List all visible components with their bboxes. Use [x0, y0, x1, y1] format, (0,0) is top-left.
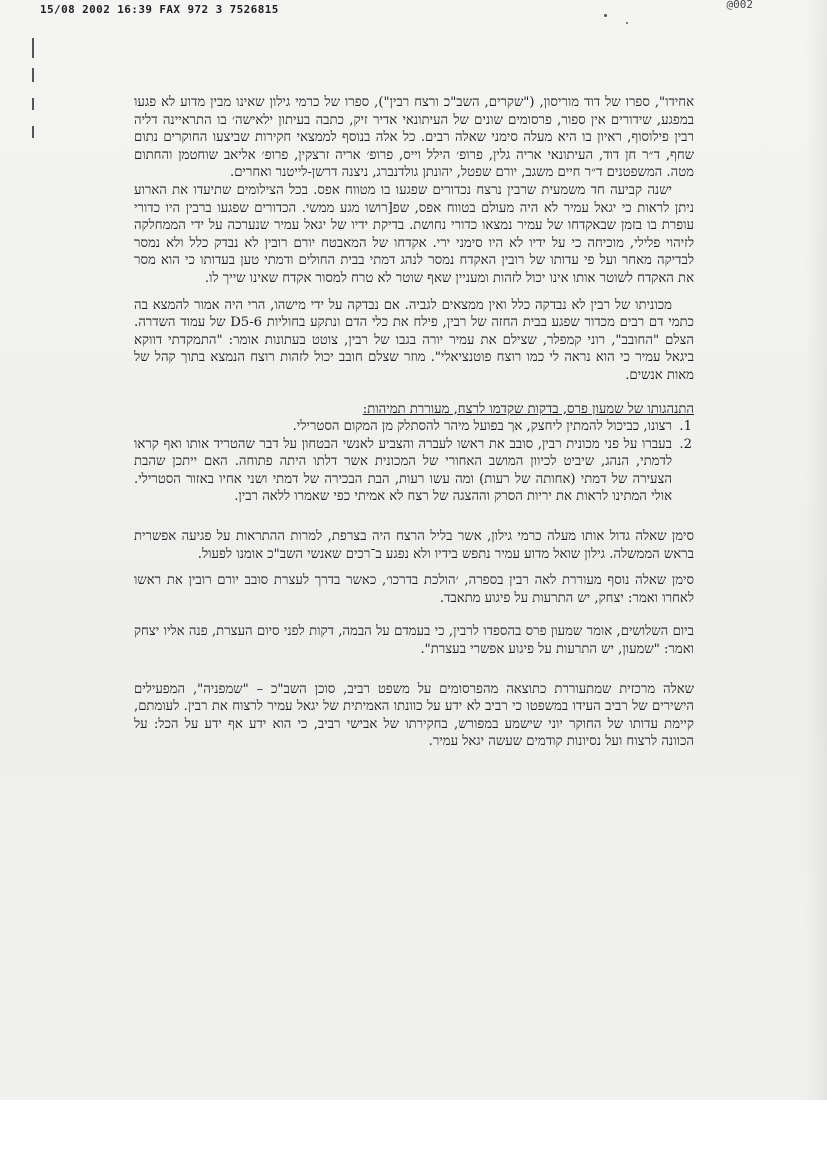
page-mark: @002: [726, 0, 753, 11]
section-heading: התנהגותו של שמעון פרס, בדקות שקדמו לרצח, מעוררת תמיהות:: [362, 401, 694, 417]
page-bottom-margin: [0, 1100, 827, 1169]
page-edge-shadow: [805, 0, 827, 1169]
margin-tick: [32, 126, 34, 138]
fax-header: 15/08 2002 16:39 FAX 972 3 7526815: [40, 3, 279, 16]
list-text: בעברו על פני מכונית רבין, סובב את ראשו לעברה והצביע לאנשי הבטחון על דבר שהטריד אותו ואף קראו לדמתי, הנהג, שיביט לכיוון המושב האחורי של המכונית אשר דלתו היתה פתוחה. האם ייתכן שהבת הצעירה של דמתי (אחותה של רעות) ומה עשו רעות, הבת הבכירה של דמתי ושני אחיו באזור הסטרילי. אולי המתינו לראות את יריות הסרק וההצגה של רצח לא אמיתי כפי שאמרו ללאה רבין.: [134, 436, 672, 505]
paragraph: ישנה קביעה חד משמעית שרבין נרצח נכדורים שפגעו בו מטווח אפס. בכל הצילומים שתיעדו את הארוע ניתן לראות כי יגאל עמיר לא היה מעולם בטווח אפס, שפ[רושו מגע ממשי. הכדורים שפגעו ברבין היו כדורי עופרת בו בזמן שבאקדחו של עמיר נמצאו כדורי נחושת. בדיקת ידיו של יגאל עמיר שנערכה על ידי הממחלקה לזיהוי פלילי, מוכיחה כי על ידיו לא היו סימני ירי. אקדחו של המאבטח יורם רובין לא נבדק כלל ולא נמסר לבדיקה מאחר ועל פי עדותו של רובין האקדח נמסר לנהג דמתי בבית החולים ודמתי טען בעדותו כי הוא מסר את האקדח לשוטר אותו אינו יכול לזהות ומעניין שאף שוטר לא טרח למסור אקדח שאינו שייך לו.: [134, 182, 694, 286]
paragraph: סימן שאלה נוסף מעוררת לאה רבין בספרה, ׳הולכת בדרכו׳, כאשר בדרך לעצרת סובב יורם רובין את ראשו לאחרו ואמר: יצחק, יש התרעות על פיגוע מתאבד.: [134, 573, 694, 606]
paragraph: סימן שאלה גדול אותו מעלה כרמי גילון, אשר בליל הרצח היה בצרפת, למרות ההתראות על פגיעה אפשרית בראש הממשלה. גילון שואל מדוע עמיר נתפש בידיו ולא נפגע ב־רכים שאנשי השב"כ אומנו לפעול.: [134, 529, 694, 562]
paragraph: מכוניתו של רבין לא נבדקה כלל ואין ממצאים לגביה. אם נבדקה על ידי מישהו, הרי היה אמור להמצא בה כתמי דם רבים מכדור שפגע בבית החזה של רבין, פילח את כלי הדם ונתקע בחוליות D5-6 של עמוד השדרה. הצלם "החובב", רוני קמפלר, שצילם את עמיר יורה בגבו של רבין, צוטט בעתונות אומר: "התמקדתי דווקא ביגאל עמיר כי הוא נראה לי כמו רוצח פוטנציאלי". מוזר שצלם חובב יכול לזהות רוצח הנמצא בתוך קהל של מאות אנשים.: [134, 297, 694, 383]
margin-tick: [32, 68, 34, 82]
list-item: [134, 436, 692, 506]
list-item: [134, 418, 692, 436]
speck: [626, 22, 628, 24]
list-number: 2.: [679, 436, 692, 452]
list-text: רצונו, כביכול להמתין ליחצק, אך בפועל מיהר להסתלק מן המקום הסטרילי.: [292, 419, 672, 435]
margin-tick: [32, 38, 34, 58]
list-number: 1.: [679, 419, 692, 435]
paragraph: אחידו", ספרו של דוד מוריסון, ("שקרים, השב"כ ורצח רבין"), ספרו של כרמי גילון שאינו מבין מדוע לא פגעו במפגע, שידורים אין ספור, פרסומים שונים של העיתונאי אדיר זיק, כתבה בעיתון ילאישה׳ בו התראיינה דליה רבין פילוסוף, ראיון בו היא מעלה סימני שאלה רבים. כל אלה בנוסף לממצאי חקירות שביצעו החוקרים נתום שחף, ד״ר חן דוד, העיתונאי אריה גלין, פרופ׳ הילל וייס, פרופ׳ אריה זרצקין, פרופ׳ אליאב שוחטמן והחתום מטה. המשפטנים ד״ר חיים משגב, יורם שפטל, יהונתן גולדנברג, ניצנה דרשן-לייטנר ואחרים.: [134, 95, 694, 181]
paragraph: ביום השלושים, אומר שמעון פרס בהספדו לרבין, כי בעמדם על הבמה, דקות לפני סיום העצרת, פנה אליו יצחק ואמר: "שמעון, יש התרעות על פיגוע אפשרי בעצרת".: [134, 624, 694, 658]
margin-tick: [32, 98, 34, 110]
letter-body: [134, 94, 694, 751]
paragraph: שאלה מרכזית שמתעוררת כתוצאה מהפרסומים על משפט רביב, סוכן השב"כ – "שמפניה", המפעילים הישירים של רביב העידו במשפטו כי רביב לא ידע על כוונתו האמיתית של יגאל עמיר לרצוח את רבין. לעומתם, קיימת עדותו של החוקר יוני שישמע במפורש, בחקירתו של אבישי רביב, כי הוא ידע אף ידע על הכל: על הכוונה לרצוח ועל נסיונות קודמים שעשה יגאל עמיר.: [134, 681, 694, 750]
peres-list: [134, 418, 694, 506]
speck: [604, 14, 607, 17]
